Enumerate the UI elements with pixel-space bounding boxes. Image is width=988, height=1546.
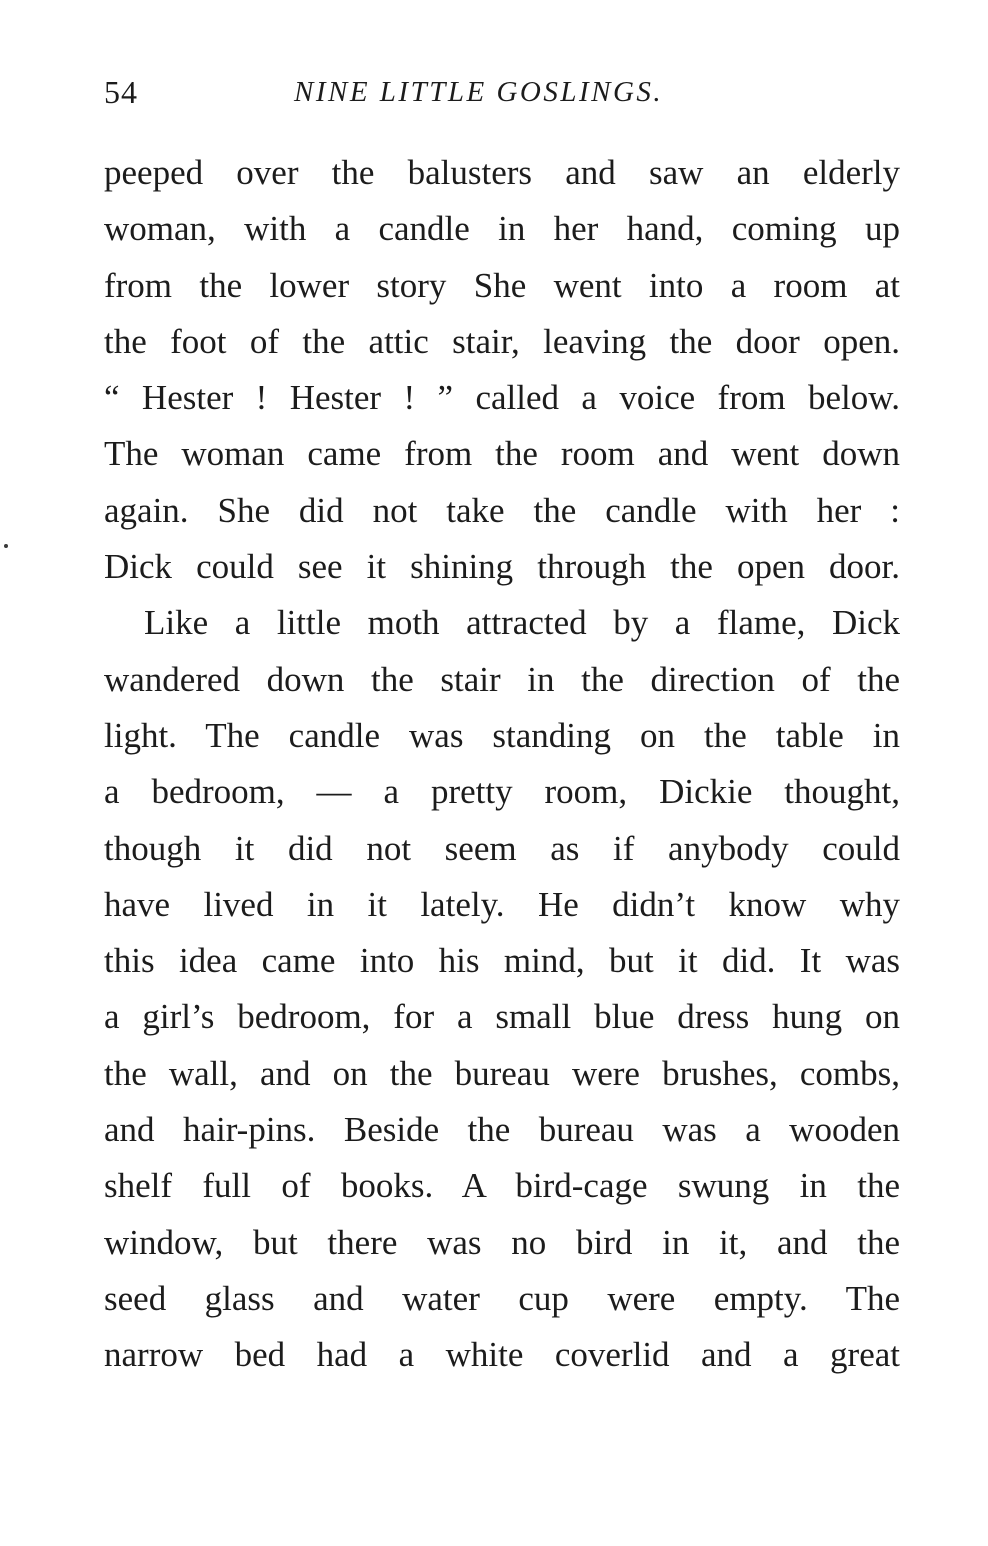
text-line: again. She did not take the candle with her :: [104, 490, 900, 530]
text-line: from the lower story She went into a room at: [104, 265, 900, 305]
text-line: “ Hester ! Hester ! ” called a voice from below.: [104, 378, 900, 418]
text-line: seed glass and water cup were empty. The: [104, 1278, 900, 1318]
running-title: NINE LITTLE GOSLINGS.: [294, 76, 664, 108]
text-line: woman, with a candle in her hand, coming up: [104, 209, 900, 249]
text-line: narrow bed had a white coverlid and a great: [104, 1335, 900, 1375]
paragraph-start-line: Like a little moth attracted by a flame, Dick: [144, 603, 900, 643]
text-line: the foot of the attic stair, leaving the door open.: [104, 321, 900, 361]
text-line: this idea came into his mind, but it did. It was: [104, 941, 900, 981]
text-line: Dick could see it shining through the open door.: [104, 547, 900, 587]
text-line: the wall, and on the bureau were brushes, combs,: [104, 1053, 900, 1093]
page-header: [104, 72, 904, 112]
text-line: and hair-pins. Beside the bureau was a wooden: [104, 1110, 900, 1150]
text-line: though it did not seem as if anybody could: [104, 828, 900, 868]
text-line: peeped over the balusters and saw an elderly: [104, 153, 900, 192]
text-line: shelf full of books. A bird-cage swung in the: [104, 1166, 900, 1206]
text-line: have lived in it lately. He didn’t know why: [104, 884, 900, 924]
text-line: window, but there was no bird in it, and the: [104, 1222, 900, 1262]
text-line: a bedroom, — a pretty room, Dickie thought,: [104, 772, 900, 812]
body-text: [104, 145, 900, 1384]
print-speck: [4, 544, 8, 548]
text-line: a girl’s bedroom, for a small blue dress hung on: [104, 997, 900, 1037]
text-line: light. The candle was standing on the table in: [104, 715, 900, 755]
page-number: 54: [104, 74, 138, 110]
text-line: The woman came from the room and went down: [104, 434, 900, 474]
text-line: wandered down the stair in the direction of the: [104, 659, 900, 699]
